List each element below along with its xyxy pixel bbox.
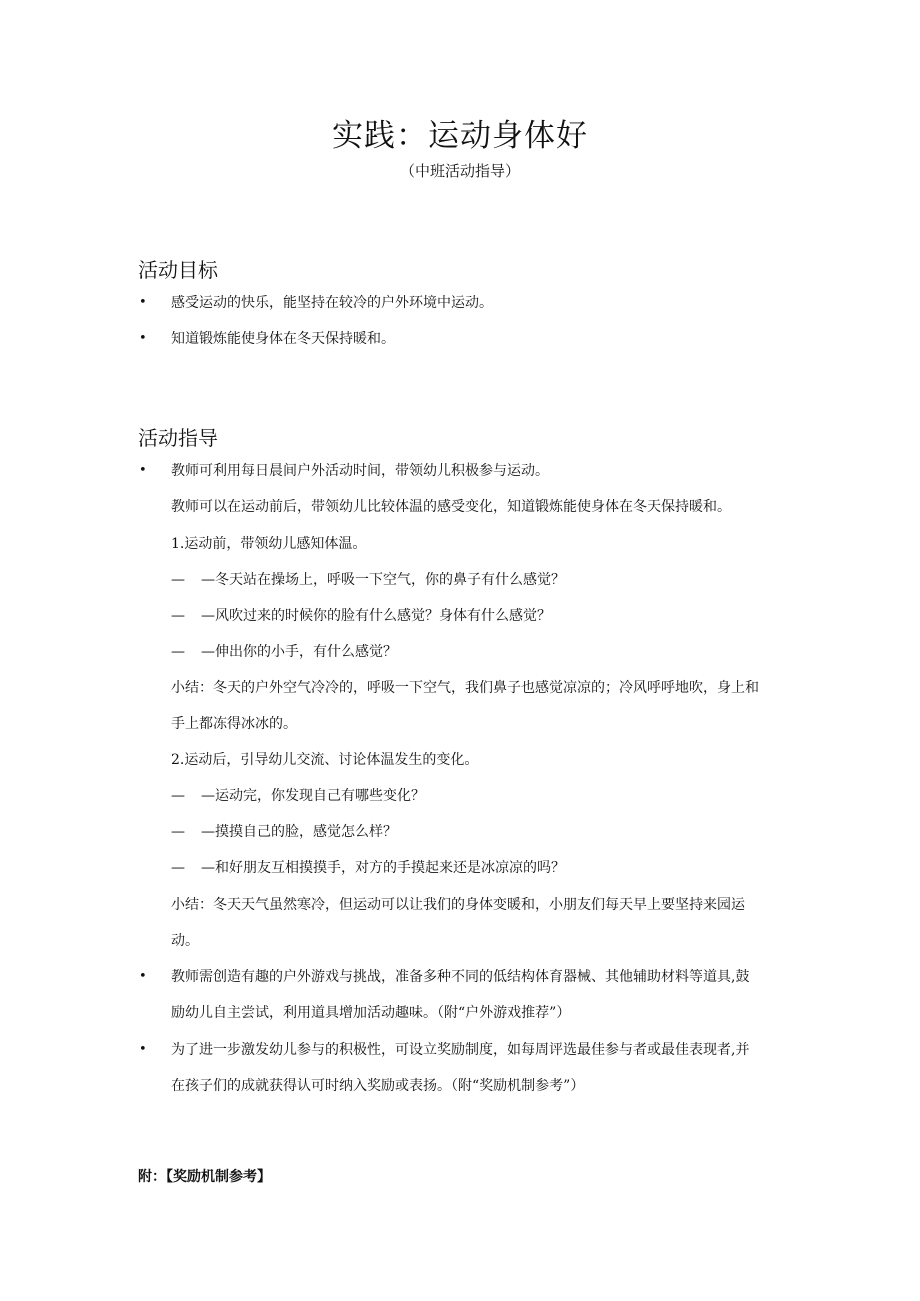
appendix-note: 附：【奖励机制参考】 [138,1169,271,1185]
dash-marker: — [171,608,185,624]
summary-1-line-1: 小结：冬天的户外空气冷冷的，呼吸一下空气，我们鼻子也感觉凉凉的；冷风呼呼地吹，身上和 [171,680,759,696]
bullet-icon: • [139,969,147,984]
goal-item: 知道锻炼能使身体在冬天保持暖和。 [171,331,395,347]
guide-heading: 活动指导 [138,426,218,450]
question-item: —运动完，你发现自己有哪些变化？ [201,788,425,804]
question-item: —摸摸自己的脸，感觉怎么样？ [201,824,397,840]
bullet-icon: • [139,331,147,346]
step-1: 1.运动前，带领幼儿感知体温。 [171,536,367,552]
question-item: —风吹过来的时候你的脸有什么感觉？身体有什么感觉？ [201,608,551,624]
goals-heading: 活动目标 [138,258,218,282]
guide-bullet-3-line-2: 在孩子们的成就获得认可时纳入奖励或表扬。（附“奖励机制参考”） [171,1078,585,1094]
bullet-icon: • [139,463,147,478]
bullet-icon: • [139,1042,147,1057]
guide-bullet-1: 教师可利用每日晨间户外活动时间，带领幼儿积极参与运动。 [171,463,549,479]
goal-item: 感受运动的快乐，能坚持在较冷的户外环境中运动。 [171,295,493,311]
dash-marker: — [171,572,185,588]
question-item: —冬天站在操场上，呼吸一下空气，你的鼻子有什么感觉？ [201,572,565,588]
bullet-icon: • [139,295,147,310]
summary-2-line-2: 动。 [171,933,199,949]
step-2: 2.运动后，引导幼儿交流、讨论体温发生的变化。 [171,752,479,768]
dash-marker: — [171,860,185,876]
dash-marker: — [171,824,185,840]
question-item: —伸出你的小手，有什么感觉？ [201,644,397,660]
question-item: —和好朋友互相摸摸手，对方的手摸起来还是冰凉凉的吗？ [201,860,565,876]
guide-bullet-2-line-2: 励幼儿自主尝试，利用道具增加活动趣味。（附“户外游戏推荐”） [171,1005,571,1021]
page-title: 实践：运动身体好 [332,118,588,154]
summary-2-line-1: 小结：冬天天气虽然寒冷，但运动可以让我们的身体变暖和，小朋友们每天早上要坚持来园运 [171,897,745,913]
guide-intro: 教师可以在运动前后，带领幼儿比较体温的感受变化，知道锻炼能使身体在冬天保持暖和。 [171,499,731,515]
summary-1-line-2: 手上都冻得冰冰的。 [171,716,297,732]
guide-bullet-3-line-1: 为了进一步激发幼儿参与的积极性，可设立奖励制度，如每周评选最佳参与者或最佳表现者,并 [171,1042,750,1058]
guide-bullet-2-line-1: 教师需创造有趣的户外游戏与挑战，准备多种不同的低结构体育器械、其他辅助材料等道具,鼓 [171,969,750,985]
dash-marker: — [171,644,185,660]
dash-marker: — [171,788,185,804]
page-subtitle: （中班活动指导） [399,162,520,180]
